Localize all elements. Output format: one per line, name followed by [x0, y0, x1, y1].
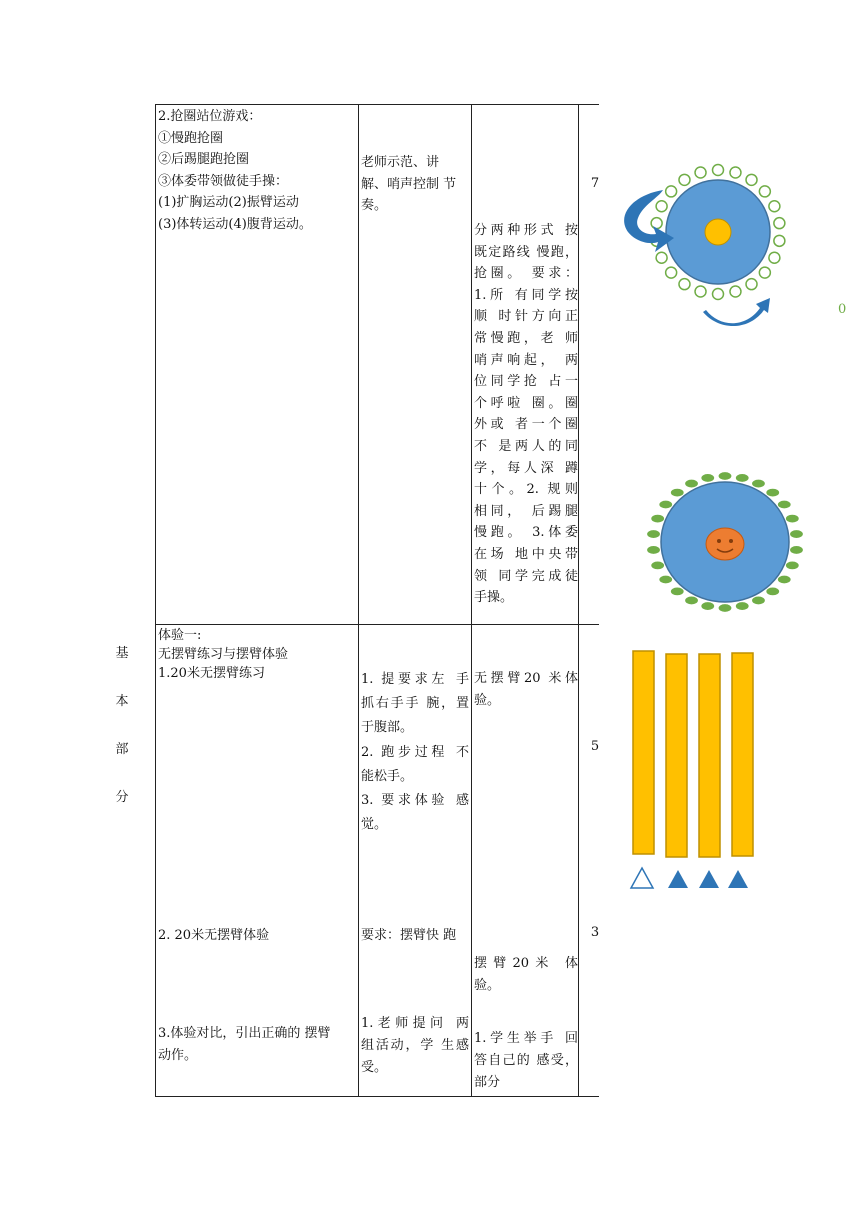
- side-mark: 0: [838, 302, 847, 317]
- student-line: 既定路线 慢跑，: [474, 244, 578, 260]
- squatting-student-icon: [685, 596, 699, 605]
- content-line: (3)体转运动(4)腹背运动。: [158, 216, 312, 232]
- student-line: 十个。2. 规则: [474, 482, 578, 498]
- squatting-student-icon: [777, 500, 791, 509]
- teacher-line: 于腹部。: [361, 720, 414, 736]
- hoop-icon: [651, 218, 662, 229]
- squatting-student-icon: [659, 500, 673, 509]
- smiley-face-icon: [706, 528, 744, 560]
- squatting-student-icon: [766, 587, 780, 596]
- hoop-icon: [695, 286, 706, 297]
- student-triangle-icon: [699, 870, 719, 888]
- hoop-icon: [730, 286, 741, 297]
- squatting-student-icon: [751, 596, 765, 605]
- section-char: 基: [115, 646, 129, 661]
- hoop-icon: [666, 267, 677, 278]
- student-triangle-icon: [728, 870, 748, 888]
- running-lane: [732, 653, 753, 856]
- hoop-icon: [713, 289, 724, 300]
- minutes-value: 5: [590, 739, 600, 754]
- squatting-student-icon: [659, 575, 673, 584]
- teacher-line: 能松手。: [361, 768, 414, 784]
- hoop-icon: [774, 235, 785, 246]
- content-line: ①慢跑抢圈: [158, 130, 224, 146]
- squatting-student-icon: [766, 488, 780, 497]
- center-marker: [705, 219, 731, 245]
- content-line: (1)扩胸运动(2)振臂运动: [158, 195, 299, 210]
- hoop-icon: [769, 201, 780, 212]
- curved-arrow-icon: [703, 298, 770, 326]
- hoop-icon: [666, 186, 677, 197]
- squatting-student-icon: [670, 587, 684, 596]
- student-line: 个呼啦 圈。圈: [474, 395, 578, 411]
- squatting-student-icon: [670, 488, 684, 497]
- teacher-line: 觉。: [361, 817, 388, 833]
- student-line: 常慢跑，老 师: [474, 330, 578, 346]
- minutes-value: 7: [590, 176, 600, 191]
- row2-teacher1: [361, 668, 469, 837]
- student-line: 外或 者一个圈: [474, 417, 578, 433]
- table-bottom-border: [155, 1096, 599, 1097]
- squatting-student-icon: [789, 530, 803, 539]
- row2-student1: [474, 668, 578, 712]
- teacher-line: 要求：摆臂快 跑: [361, 928, 457, 943]
- row1-student: [474, 220, 578, 609]
- section-char: 部: [115, 742, 129, 757]
- squatting-student-icon: [751, 479, 765, 488]
- teacher-line: 受。: [361, 1060, 388, 1075]
- running-lane: [633, 651, 654, 854]
- teacher-line: 3. 要求体验 感: [361, 793, 469, 809]
- student-line: 手操。: [474, 590, 514, 606]
- table-top-border: [155, 104, 599, 105]
- student-line: 答自己的 感受，: [474, 1053, 578, 1068]
- student-line: 慢跑。 3.体委: [474, 525, 578, 541]
- hoop-icon: [679, 279, 690, 290]
- hoop-icon: [730, 167, 741, 178]
- section-char: 本: [115, 694, 129, 709]
- hoop-icon: [679, 174, 690, 185]
- row2-student3: [474, 1028, 578, 1094]
- student-line: 顺 时针方向正: [474, 309, 578, 325]
- hoop-icon: [656, 201, 667, 212]
- student-line: 部分: [474, 1075, 501, 1090]
- squatting-student-icon: [718, 604, 732, 613]
- student-line: 分两种形式 按: [474, 223, 578, 238]
- item-line: 动作。: [158, 1048, 198, 1063]
- student-line: 摆臂20米 体: [474, 956, 578, 971]
- squatting-student-icon: [701, 473, 715, 482]
- squatting-student-icon: [701, 602, 715, 611]
- student-line: 相同， 后踢腿: [474, 503, 578, 519]
- row2-item3: [158, 1023, 358, 1067]
- row2-teacher3: [361, 1013, 469, 1079]
- hoop-icon: [774, 218, 785, 229]
- squatting-student-icon: [685, 479, 699, 488]
- row1-content: [158, 106, 356, 235]
- title-line: 无摆臂练习与摆臂体验: [158, 647, 289, 662]
- squatting-student-icon: [735, 473, 749, 482]
- hoop-ring-diagram: [608, 160, 788, 340]
- student-line: 学，每人深 蹲: [474, 460, 578, 476]
- teacher-line: 解、哨声控制 节: [361, 176, 457, 192]
- student-line: 哨声响起， 两: [474, 352, 578, 368]
- table-col-divider: [358, 104, 359, 1097]
- student-line: 领 同学完成徒: [474, 568, 578, 584]
- teacher-triangle-icon: [631, 868, 653, 888]
- hoop-icon: [759, 267, 770, 278]
- section-char: 分: [115, 790, 129, 805]
- content-line: ③体委带领做徒手操：: [158, 173, 289, 189]
- minutes-value: 3: [590, 925, 600, 940]
- student-line: 验。: [474, 693, 501, 708]
- squatting-student-icon: [789, 545, 803, 554]
- student-line: 无摆臂20 米体: [474, 671, 578, 686]
- table-col-divider: [471, 104, 472, 1097]
- running-lane: [699, 654, 720, 857]
- row2-title: [158, 626, 356, 683]
- squatting-student-icon: [718, 472, 732, 481]
- student-line: 1.所 有同学按: [474, 287, 578, 303]
- student-line: 位同学抢 占一: [474, 374, 578, 390]
- section-label: [112, 630, 132, 822]
- teacher-line: 2. 跑步过程 不: [361, 744, 469, 760]
- squatting-student-icon: [785, 514, 799, 523]
- table-col-divider: [578, 104, 579, 1097]
- content-line: 2.抢圈站位游戏：: [158, 109, 262, 124]
- eye-icon: [729, 539, 733, 543]
- running-lanes-diagram: [626, 646, 766, 896]
- squatting-student-icon: [647, 545, 661, 554]
- hoop-icon: [746, 174, 757, 185]
- teacher-line: 奏。: [361, 198, 388, 213]
- squatting-student-icon: [785, 561, 799, 570]
- student-line: 验。: [474, 978, 501, 993]
- student-line: 1.学生举手 回: [474, 1031, 578, 1046]
- item-line: 3.体验对比，引出正确的 摆臂: [158, 1026, 331, 1041]
- teacher-line: 组活动，学 生感: [361, 1038, 469, 1053]
- content-line: ②后踢腿跑抢圈: [158, 152, 250, 167]
- hoop-icon: [713, 165, 724, 176]
- student-line: 抢圈。 要求：: [474, 266, 578, 282]
- title-line: 体验一:: [158, 628, 202, 643]
- teacher-line: 1.老师提问 两: [361, 1016, 469, 1031]
- student-triangle-icon: [668, 870, 688, 888]
- hoop-icon: [746, 279, 757, 290]
- hoop-icon: [656, 252, 667, 263]
- student-line: 在场 地中央带: [474, 546, 578, 562]
- squat-ring-diagram: [640, 460, 812, 616]
- row2-student2: [474, 953, 578, 997]
- squatting-student-icon: [777, 575, 791, 584]
- squatting-student-icon: [651, 514, 665, 523]
- table-row-divider: [155, 624, 599, 625]
- hoop-icon: [695, 167, 706, 178]
- squatting-student-icon: [651, 561, 665, 570]
- row1-teacher: [361, 152, 469, 217]
- item-line: 1.20米无摆臂练习: [158, 666, 265, 681]
- teacher-line: 老师示范、讲: [361, 155, 440, 170]
- teacher-line: 1. 提要求左 手: [361, 672, 469, 687]
- eye-icon: [717, 539, 721, 543]
- student-line: 不 是两人的同: [474, 438, 578, 454]
- teacher-line: 抓右手手 腕，置: [361, 696, 469, 712]
- item-line: 2. 20米无摆臂体验: [158, 928, 270, 943]
- table-left-border: [155, 104, 156, 1097]
- hoop-icon: [769, 252, 780, 263]
- hoop-icon: [759, 186, 770, 197]
- running-lane: [666, 654, 687, 857]
- squatting-student-icon: [735, 602, 749, 611]
- squatting-student-icon: [647, 530, 661, 539]
